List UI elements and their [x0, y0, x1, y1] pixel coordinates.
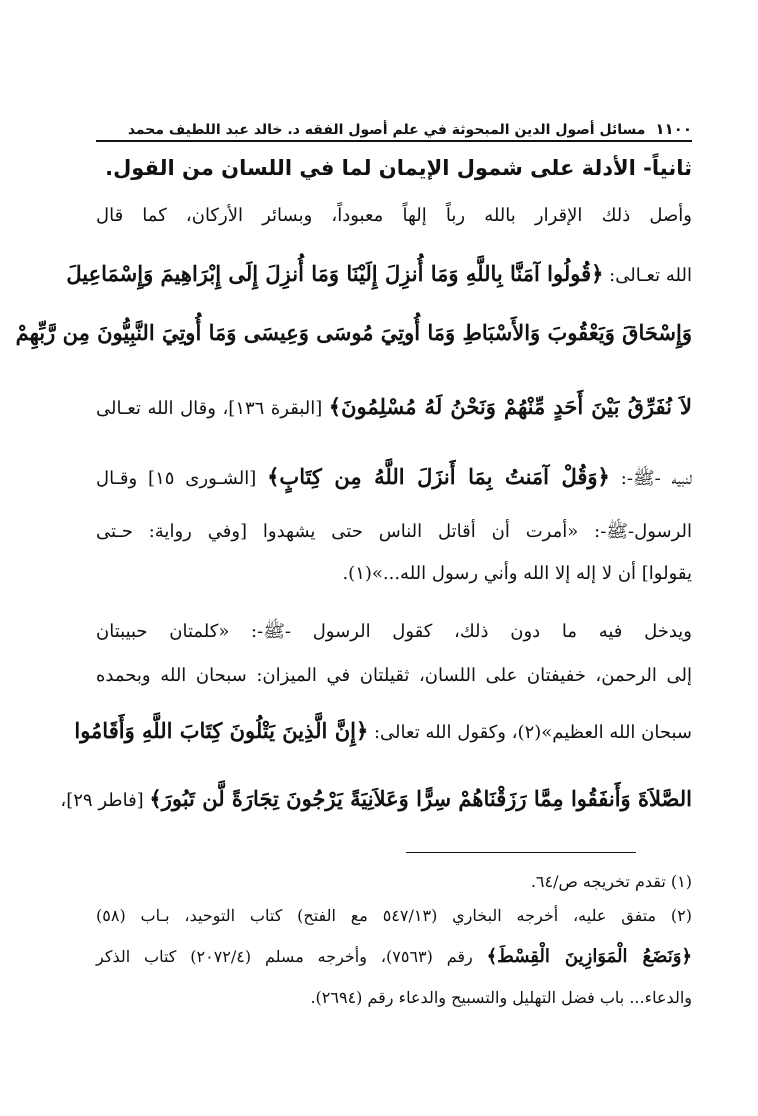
footnote-line: (١) تقدم تخريجه ص/٦٤. — [530, 872, 692, 891]
body-line: وأصل ذلك الإقرار بالله رباً إلهاً معبوداً، وبسائر الأركان، كما قال — [96, 205, 692, 226]
footnote-line: ﴿وَنَضَعُ الْمَوَازِينَ الْقِسْطَ﴾ رقم (٧٥٦٣)، وأخرجه مسلم (٢٠٧٢/٤) كتاب الذكر — [96, 946, 692, 967]
header-rule — [96, 140, 692, 142]
quran-verse: لاَ نُفَرِّقُ بَيْنَ أَحَدٍ مِّنْهُمْ وَنَحْنُ لَهُ مُسْلِمُونَ﴾ — [328, 394, 693, 419]
quran-verse: الصَّلاَةَ وَأَنفَقُوا مِمَّا رَزَقْنَاهُمْ سِرًّا وَعَلاَنِيَةً يَرْجُونَ تِجَارَةً لَّن تَبُورَ﴾ — [149, 786, 692, 811]
verse-reference: [الشـورى ١٥] وقـال — [96, 468, 268, 489]
body-line: يقولوا] أن لا إله إلا الله وأني رسول الله...»(١). — [342, 563, 692, 584]
body-line: ويدخل فيه ما دون ذلك، كقول الرسول -ﷺ-: «كلمتان حبيبتان — [96, 621, 692, 642]
quran-verse: ﴿وَقُلْ آمَنتُ بِمَا أَنزَلَ اللَّهُ مِن كِتَابٍ﴾ — [267, 464, 610, 489]
body-line — [60, 786, 692, 811]
quran-verse: وَإِسْحَاقَ وَيَعْقُوبَ وَالأَسْبَاطِ وَمَا أُوتِيَ مُوسَى وَعِيسَى وَمَا أُوتِيَ النَّبِيُّونَ مِن رَّبِّهِمْ — [15, 320, 692, 345]
section-heading: ثانياً- الأدلة على شمول الإيمان لما في اللسان من القول. — [105, 156, 692, 180]
page-number: ١١٠٠ — [655, 120, 692, 138]
body-line — [96, 394, 692, 419]
running-title: مسائل أصول الدين المبحوثة في علم أصول الفقه د. خالد عبد اللطيف محمد — [127, 122, 646, 138]
footnote-rule — [406, 852, 636, 853]
body-line: الله تعـالى: ﴿قُولُوا آمَنَّا بِاللَّهِ وَمَا أُنزِلَ إِلَيْنَا وَمَا أُنزِلَ إِلَى إِبْرَاهِيمَ وَإِسْمَاعِيلَ — [66, 261, 692, 286]
body-line: سبحان الله العظيم»(٢)، وكقول الله تعالى: ﴿إِنَّ الَّذِينَ يَتْلُونَ كِتَابَ اللَّهِ وَأَقَامُوا — [74, 718, 692, 743]
body-line — [15, 320, 692, 345]
footnote-line: (٢) متفق عليه، أخرجه البخاري (٥٤٧/١٣ مع الفتح) كتاب التوحيد، بـاب (٥٨) — [96, 906, 693, 925]
body-line: إلى الرحمن، خفيفتان على اللسان، ثقيلتان في الميزان: سبحان الله وبحمده — [96, 665, 692, 686]
quran-verse: ﴿قُولُوا آمَنَّا بِاللَّهِ وَمَا أُنزِلَ إِلَيْنَا وَمَا أُنزِلَ إِلَى إِبْرَاهِيمَ وَإِسْمَاعِيلَ — [66, 261, 604, 286]
body-line: لنبيه -ﷺ-: ﴿وَقُلْ آمَنتُ بِمَا أَنزَلَ اللَّهُ مِن كِتَابٍ﴾ [الشـورى ١٥] وقـال — [96, 464, 692, 489]
running-header — [96, 118, 692, 138]
quran-verse: ﴿وَنَضَعُ الْمَوَازِينَ الْقِسْطَ﴾ — [486, 946, 692, 967]
verse-reference: [البقرة ١٣٦]، وقال الله تعـالى — [96, 398, 329, 419]
verse-reference: [فاطر ٢٩]، — [60, 790, 150, 811]
body-line: الرسول-ﷺ-: «أمرت أن أقاتل الناس حتى يشهدوا [وفي رواية: حـتى — [96, 521, 692, 542]
quran-verse: ﴿إِنَّ الَّذِينَ يَتْلُونَ كِتَابَ اللَّهِ وَأَقَامُوا — [74, 718, 369, 743]
footnote-line: والدعاء... باب فضل التهليل والتسبيح والدعاء رقم (٢٦٩٤). — [310, 988, 692, 1007]
